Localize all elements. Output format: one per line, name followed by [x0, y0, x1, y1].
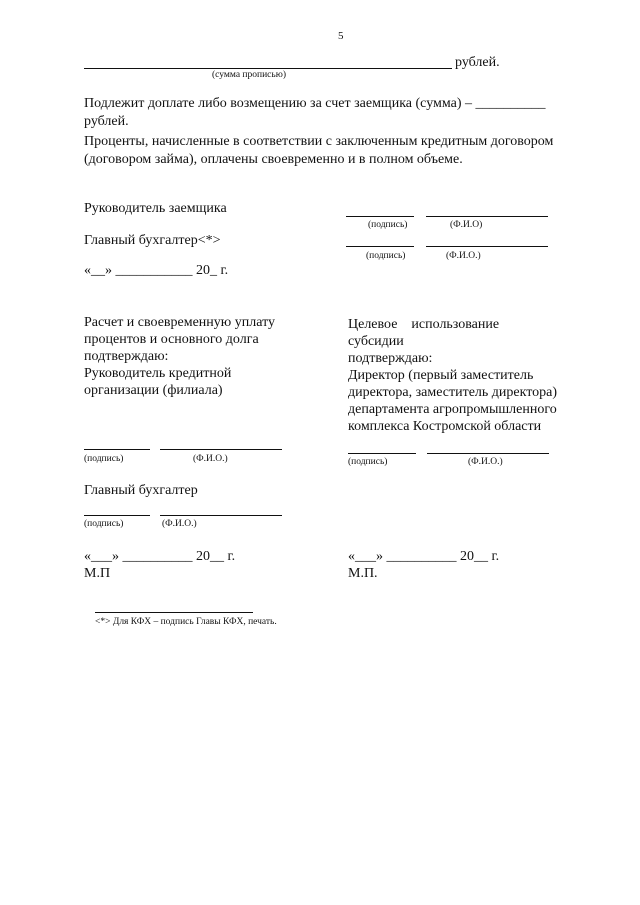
borrower-head-sign-caption: (подпись)	[368, 220, 408, 230]
department-fio-line	[427, 453, 549, 454]
bank-date: «___» __________ 20__ г.	[84, 549, 236, 564]
department-head-line3: департамента агропромышленного	[348, 402, 557, 417]
bank-stamp: М.П	[84, 566, 111, 581]
footnote-separator	[95, 612, 253, 613]
bank-accountant-sign-line	[84, 515, 150, 516]
bank-confirm-line1: Расчет и своевременную уплату	[84, 315, 276, 330]
borrower-date: «__» ___________ 20_ г.	[84, 263, 229, 278]
department-confirm-line1: Целевое использование	[348, 317, 500, 332]
footnote-text: <*> Для КФХ – подпись Главы КФХ, печать.	[95, 617, 277, 627]
department-stamp: М.П.	[348, 566, 378, 581]
department-sign-line	[348, 453, 416, 454]
department-sign-caption: (подпись)	[348, 457, 388, 467]
bank-head-line1: Руководитель кредитной	[84, 366, 232, 381]
bank-head-fio-line	[160, 449, 282, 450]
payment-text-line1: Подлежит доплате либо возмещению за счет заемщика (сумма) – __________	[84, 96, 546, 111]
bank-confirm-text	[84, 314, 275, 399]
department-confirm-line3: подтверждаю:	[348, 351, 433, 366]
department-head-line2: директора, заместитель директора)	[348, 385, 558, 400]
borrower-head-sign-line	[346, 216, 414, 217]
payment-text-line2: рублей.	[84, 114, 129, 129]
department-confirm-text	[348, 316, 557, 435]
amount-words-line	[84, 68, 452, 69]
borrower-head-label: Руководитель заемщика	[84, 201, 227, 216]
borrower-head-fio-line	[426, 216, 548, 217]
amount-words-suffix: рублей.	[455, 55, 500, 70]
department-fio-caption: (Ф.И.О.)	[468, 457, 503, 467]
bank-confirm-line3: подтверждаю:	[84, 349, 169, 364]
borrower-accountant-fio-line	[426, 246, 548, 247]
bank-confirm-line2: процентов и основного долга	[84, 332, 259, 347]
department-head-line1: Директор (первый заместитель	[348, 368, 534, 383]
bank-accountant-sign-caption: (подпись)	[84, 519, 124, 529]
page-number: 5	[338, 30, 344, 42]
bank-head-sign-line	[84, 449, 150, 450]
bank-accountant-fio-line	[160, 515, 282, 516]
department-head-line4: комплекса Костромской области	[348, 419, 542, 434]
borrower-accountant-sign-line	[346, 246, 414, 247]
department-confirm-line2: субсидии	[348, 334, 404, 349]
interest-text-line2: (договором займа), оплачены своевременно и в полном объеме.	[84, 152, 463, 167]
bank-head-line2: организации (филиала)	[84, 383, 223, 398]
bank-head-sign-caption: (подпись)	[84, 454, 124, 464]
amount-words-caption: (сумма прописью)	[212, 70, 286, 80]
bank-accountant-fio-caption: (Ф.И.О.)	[162, 519, 197, 529]
interest-text-line1: Проценты, начисленные в соответствии с заключенным кредитным договором	[84, 134, 554, 149]
borrower-accountant-sign-caption: (подпись)	[366, 251, 406, 261]
borrower-head-fio-caption: (Ф.И.О)	[450, 220, 483, 230]
department-date: «___» __________ 20__ г.	[348, 549, 500, 564]
borrower-accountant-fio-caption: (Ф.И.О.)	[446, 251, 481, 261]
borrower-accountant-label: Главный бухгалтер<*>	[84, 233, 221, 248]
bank-accountant-label: Главный бухгалтер	[84, 483, 198, 498]
bank-head-fio-caption: (Ф.И.О.)	[193, 454, 228, 464]
